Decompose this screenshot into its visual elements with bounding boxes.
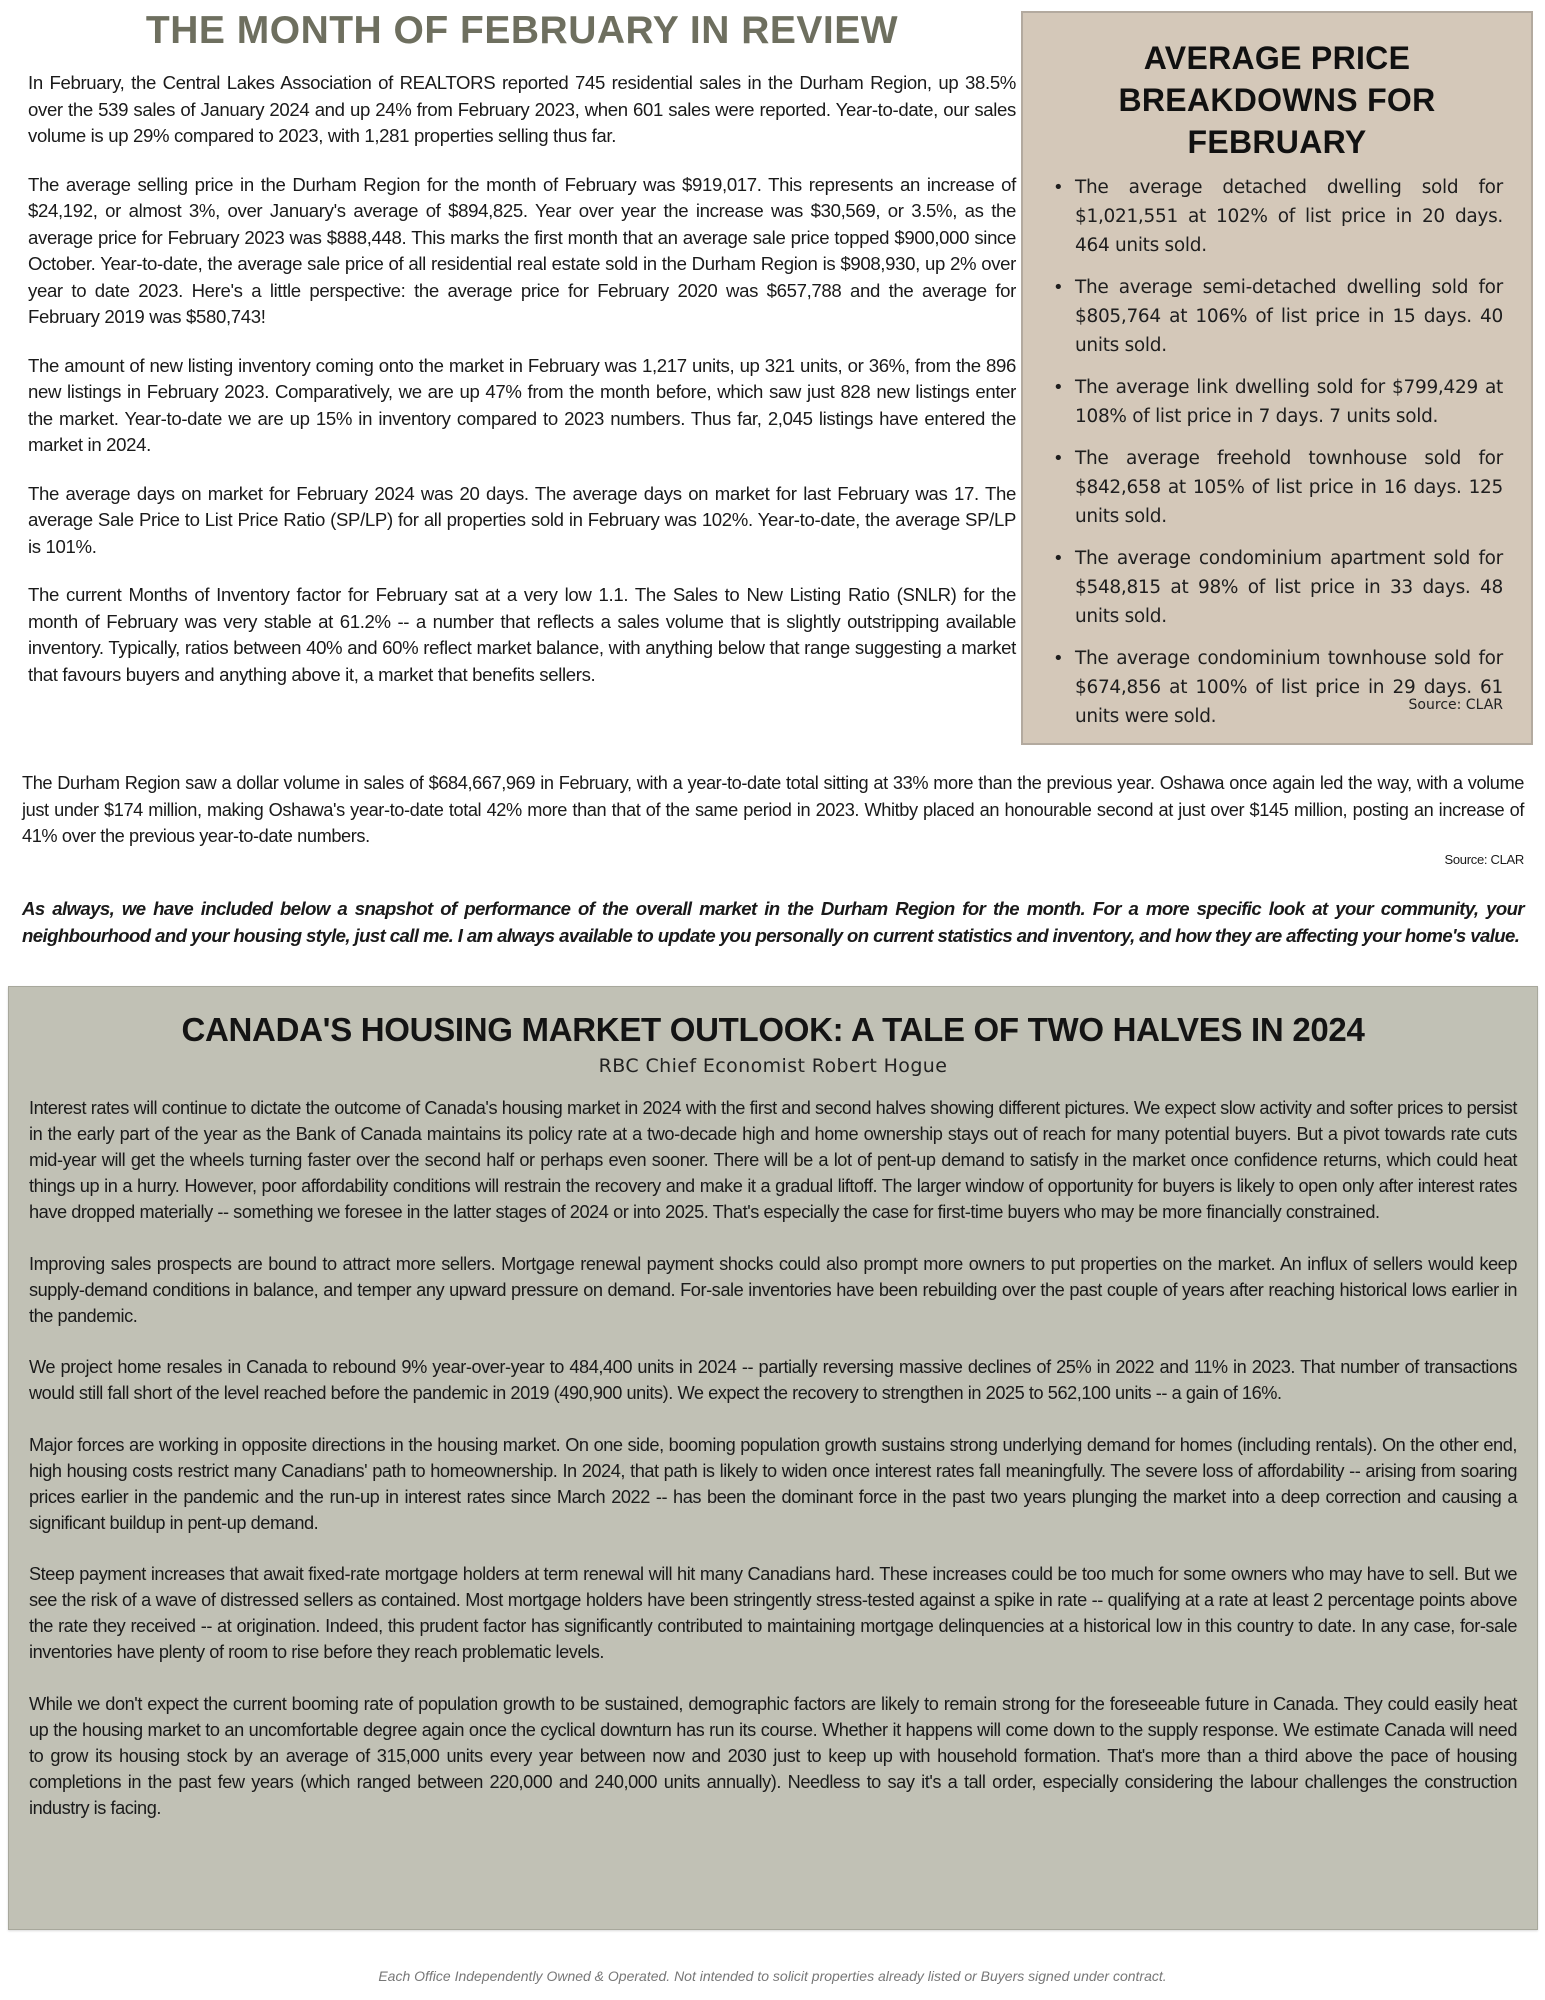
outlook-paragraph-major-forces: Major forces are working in opposite directions in the housing market. On one side, booming population growth sustains strong underlying demand for homes (including rentals). On the other end, high housing costs restrict many Canadians' path to homeownership. In 2024, that path is likely to widen once interest rates fall meaningfully. The severe loss of affordability -- arising from soaring prices earlier in the pandemic and the run-up in interest rates since March 2022 -- has been the dominant force in the past two years plunging the market into a deep correction and causing a significant buildup in pent-up demand. (29, 1434, 1517, 1533)
footer-disclaimer: Each Office Independently Owned & Operated. Not intended to solicit properties already listed or Buyers signed under contract. (378, 1968, 1167, 1984)
breakdown-text: The average semi-detached dwelling sold for $805,764 at 106% of list price in 15 days. 40 units sold. (1075, 277, 1503, 356)
bullet-icon: • (1053, 177, 1064, 198)
breakdown-text: The average condominium townhouse sold for $674,856 at 100% of list price in 29 days. 61 units were sold. (1075, 648, 1503, 727)
bullet-icon: • (1053, 548, 1064, 569)
outlook-body (9, 1095, 1537, 1821)
price-breakdowns-list (1023, 173, 1531, 731)
price-breakdowns-title: AVERAGE PRICE BREAKDOWNS FOR FEBRUARY (1118, 40, 1436, 160)
dollar-volume-section (22, 770, 1524, 867)
review-paragraph-days-on-market: The average days on market for February 2024 was 20 days. The average days on market for last February was 17. The average Sale Price to List Price Ratio (SP/LP) for all properties sold in February was 102%. Year-to-date, the average SP/LP is 101%. (28, 482, 1016, 557)
dollar-volume-paragraph: The Durham Region saw a dollar volume in sales of $684,667,969 in February, with a year-to-date total sitting at 33% more than the previous year. Oshawa once again led the way, with a volume just under $174 million, making Oshawa's year-to-date total 42% more than that of the same period in 2023. Whitby placed an honourable second at just over $145 million, posting an increase of 41% over the previous year-to-date numbers. (22, 773, 1524, 846)
breakdown-text: The average detached dwelling sold for $1,021,551 at 102% of list price in 20 days. 464 units sold. (1075, 177, 1503, 256)
bullet-icon: • (1053, 448, 1064, 469)
price-breakdowns-panel (1021, 11, 1533, 745)
housing-outlook-section (8, 986, 1538, 1930)
outlook-paragraph-resales: We project home resales in Canada to rebound 9% year-over-year to 484,400 units in 2024 -- partially reversing massive declines of 25% in 2022 and 11% in 2023. That number of transactions would still fall short of the level reached before the pandemic in 2019 (490,900 units). We expect the recovery to strengthen in 2025 to 562,100 units -- a gain of 16%. (29, 1357, 1517, 1403)
breakdowns-source: Source: CLAR (1408, 697, 1503, 713)
bullet-icon: • (1053, 277, 1064, 298)
breakdown-item-condo-apartment (1053, 544, 1503, 631)
bullet-icon: • (1053, 648, 1064, 669)
outlook-paragraph-payment-increases: Steep payment increases that await fixed-rate mortgage holders at term renewal will hit many Canadians hard. These increases could be too much for some owners who may have to sell. But we see the risk of a wave of distressed sellers as contained. Most mortgage holders have been stringently stress-tested against a spike in rate -- qualifying at a rate at least 2 percentage points above the rate they received -- at origination. Indeed, this prudent factor has significantly contributed to maintaining mortgage delinquencies at a historical low in this country to date. In any case, for-sale inventories have plenty of room to rise before they reach problematic levels. (29, 1564, 1517, 1662)
outlook-title: CANADA'S HOUSING MARKET OUTLOOK: A TALE OF TWO HALVES IN 2024 (181, 1011, 1365, 1048)
february-review-section (28, 8, 1016, 710)
outlook-byline: RBC Chief Economist Robert Hogue (598, 1055, 948, 1077)
breakdown-item-semi-detached (1053, 273, 1503, 360)
breakdown-text: The average condominium apartment sold for $548,815 at 98% of list price in 33 days. 48 units sold. (1075, 548, 1503, 627)
review-paragraph-inventory: The current Months of Inventory factor for February sat at a very low 1.1. The Sales to New Listing Ratio (SNLR) for the month of February was very stable at 61.2% -- a number that reflects a sales volume that is slightly outstripping available inventory. Typically, ratios between 40% and 60% reflect market balance, with anything below that range suggesting a market that favours buyers and anything above it, a market that benefits sellers. (28, 584, 1016, 685)
review-paragraph-listings: The amount of new listing inventory coming onto the market in February was 1,217 units, up 321 units, or 36%, from the 896 new listings in February 2023. Comparatively, we are up 47% from the month before, which saw just 828 new listings enter the market. Year-to-date we are up 15% in inventory compared to 2023 numbers. Thus far, 2,045 listings have entered the market in 2024. (28, 354, 1016, 455)
bullet-icon: • (1053, 377, 1064, 398)
review-title: THE MONTH OF FEBRUARY IN REVIEW (145, 9, 899, 52)
outlook-paragraph-sellers: Improving sales prospects are bound to attract more sellers. Mortgage renewal payment shocks could also prompt more owners to put properties on the market. An influx of sellers would keep supply-demand conditions in balance, and temper any upward pressure on demand. For-sale inventories have been rebuilding over the past couple of years after reaching historical lows earlier in the pandemic. (29, 1253, 1517, 1326)
volume-source: Source: CLAR (1444, 851, 1524, 867)
contact-callout: As always, we have included below a snapshot of performance of the overall market in the Durham Region for the month. For a more specific look at your community, your neighbourhood and your housing style, just call me. I am always available to update you personally on current statistics and inventory, and how they are affecting your home's value. (22, 898, 1524, 946)
breakdown-item-link (1053, 373, 1503, 431)
outlook-paragraph-interest-rates: Interest rates will continue to dictate the outcome of Canada's housing market in 2024 with the first and second halves showing different pictures. We expect slow activity and softer prices to persist in the early part of the year as the Bank of Canada maintains its policy rate at a two-decade high and home ownership stays out of reach for many potential buyers. But a pivot towards rate cuts mid-year will get the wheels turning faster over the second half or perhaps even sooner. There will be a lot of pent-up demand to satisfy in the market once confidence returns, which could heat things up in a hurry. However, poor affordability conditions will restrain the recovery and make it a gradual liftoff. The larger window of opportunity for buyers is likely to open only after interest rates have dropped materially -- something we foresee in the latter stages of 2024 or into 2025. That's especially the case for first-time buyers who may be more financially constrained. (29, 1098, 1517, 1222)
outlook-paragraph-demographics: While we don't expect the current booming rate of population growth to be sustained, demographic factors are likely to remain strong for the foreseeable future in Canada. They could easily heat up the housing market to an uncomfortable degree again once the cyclical downturn has run its course. Whether it happens will come down to the supply response. We estimate Canada will need to grow its housing stock by an average of 315,000 units every year between now and 2030 just to keep up with household formation. That's more than a third above the pace of housing completions in the past few years (which ranged between 220,000 and 240,000 units annually). Needless to say it's a tall order, especially considering the labour challenges the construction industry is facing. (29, 1693, 1517, 1818)
breakdown-text: The average freehold townhouse sold for $842,658 at 105% of list price in 16 days. 125 units sold. (1075, 448, 1503, 527)
review-paragraph-sales: In February, the Central Lakes Association of REALTORS reported 745 residential sales in the Durham Region, up 38.5% over the 539 sales of January 2024 and up 24% from February 2023, when 601 sales were reported. Year-to-date, our sales volume is up 29% compared to 2023, with 1,281 properties selling thus far. (28, 72, 1016, 146)
breakdown-item-condo-townhouse (1053, 644, 1503, 731)
review-paragraph-price: The average selling price in the Durham Region for the month of February was $919,017. This represents an increase of $24,192, or almost 3%, over January's average of $894,825. Year over year the increase was $30,569, or 3.5%, as the average price for February 2023 was $888,448. This marks the first month that an average sale price topped $900,000 since October. Year-to-date, the average sale price of all residential real estate sold in the Durham Region is $908,930, up 2% over year to date 2023. Here's a little perspective: the average price for February 2020 was $657,788 and the average for February 2019 was $580,743! (28, 173, 1016, 327)
breakdown-item-detached (1053, 173, 1503, 260)
breakdown-text: The average link dwelling sold for $799,429 at 108% of list price in 7 days. 7 units sold. (1075, 377, 1503, 427)
breakdown-item-freehold-townhouse (1053, 444, 1503, 531)
